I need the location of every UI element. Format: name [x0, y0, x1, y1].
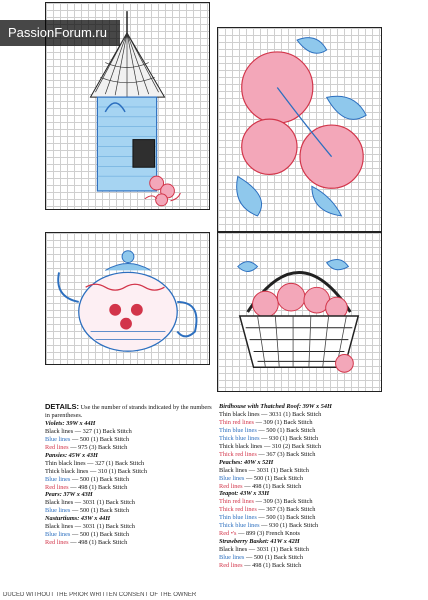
stitch-line-label: Black lines	[45, 499, 74, 507]
section-title: Teapot: 43W x 33H	[219, 490, 270, 498]
right-sections	[219, 403, 424, 570]
section-title: Strawberry Basket: 41W x 42H	[219, 538, 300, 546]
stitch-line-value: — 930 (1) Back Stitch	[261, 522, 319, 530]
stitch-line-label: Red lines	[45, 483, 69, 491]
stitch-line	[219, 522, 424, 530]
stitch-line	[219, 554, 424, 562]
stitch-line-value: — 500 (1) Back Stitch	[245, 554, 303, 562]
details-heading: DETAILS:	[45, 402, 80, 411]
stitch-line-label: Thick blue lines	[219, 434, 260, 442]
stitch-line-label: Red lines	[45, 443, 69, 451]
stitch-line	[219, 427, 424, 435]
stitch-line-value: — 500 (1) Back Stitch	[245, 474, 303, 482]
stitch-line	[219, 467, 424, 475]
peaches-chart	[217, 27, 382, 232]
stitch-line-label: Blue lines	[45, 531, 71, 539]
stitch-line-value: — 309 (1) Back Stitch	[255, 418, 313, 426]
teapot-motif	[46, 233, 209, 364]
stitch-line-value: — 500 (1) Back Stitch	[258, 514, 316, 522]
section-title: Peaches: 40W x 52H	[219, 458, 274, 466]
stitch-line	[219, 483, 424, 491]
stitch-line-value: — 500 (1) Back Stitch	[71, 507, 129, 515]
stitch-line	[219, 506, 424, 514]
teapot-chart	[45, 232, 210, 365]
stitch-line	[219, 514, 424, 522]
stitch-line-value: — 3031 (1) Back Stitch	[261, 410, 322, 418]
section-title: Nasturtiums: 43W x 44H	[45, 515, 111, 523]
stitch-line	[45, 468, 217, 476]
stitch-line-label: Black lines	[219, 546, 248, 554]
stitch-line-label: Blue lines	[219, 474, 245, 482]
stitch-line-label: Thick red lines	[219, 450, 257, 458]
stitch-line-label: Thin red lines	[219, 418, 254, 426]
stitch-line	[219, 475, 424, 483]
stitch-line-value: — 975 (3) Back Stitch	[70, 443, 128, 451]
stitch-line	[45, 523, 217, 531]
stitch-line-label: Thick black lines	[45, 467, 89, 475]
stitch-line-label: Blue lines	[45, 475, 71, 483]
stitch-line-value: — 3031 (1) Back Stitch	[248, 546, 309, 554]
stitch-line-value: — 309 (3) Back Stitch	[255, 498, 313, 506]
stitch-line-label: Thick black lines	[219, 442, 263, 450]
stitch-line	[219, 443, 424, 451]
peaches-motif	[218, 28, 381, 231]
stitch-line-label: Thin blue lines	[219, 514, 257, 522]
section-title: Violets: 39W x 44H	[45, 419, 96, 427]
stitch-line-label: Red lines	[45, 539, 69, 547]
details-intro-text: Use the number of strands indicated by the numbers in parentheses.	[45, 404, 212, 419]
stitch-line-label: Red lines	[219, 482, 243, 490]
copyright-footer: DUCED WITHOUT THE PRIOR WRITTEN CONSENT OF THE OWNER	[3, 592, 197, 598]
stitch-line-value: — 500 (1) Back Stitch	[71, 475, 129, 483]
details-intro	[45, 403, 217, 420]
details-left-column	[45, 403, 217, 547]
stitch-line-value: — 3031 (1) Back Stitch	[248, 466, 309, 474]
stitch-line-label: Thin red lines	[219, 498, 254, 506]
details-right-column	[219, 403, 424, 570]
stitch-line-label: Black lines	[45, 427, 74, 435]
stitch-line-value: — 899 (3) French Knots	[238, 530, 301, 538]
stitch-line	[219, 419, 424, 427]
stitch-line	[219, 546, 424, 554]
stitch-line	[45, 484, 217, 492]
stitch-line-value: — 500 (1) Back Stitch	[71, 435, 129, 443]
stitch-line	[219, 498, 424, 506]
stitch-line-label: Blue lines	[45, 435, 71, 443]
stitch-line	[219, 530, 424, 538]
site-watermark: PassionForum.ru	[0, 20, 120, 46]
stitch-line-value: — 3031 (1) Back Stitch	[74, 499, 135, 507]
stitch-line-label: Red lines	[219, 562, 243, 570]
stitch-line-label: Black lines	[45, 523, 74, 531]
stitch-line	[45, 507, 217, 515]
stitch-line-label: Red •'s	[219, 530, 237, 538]
stitch-line-label: Thin black lines	[219, 410, 260, 418]
stitch-line-value: — 310 (2) Back Stitch	[263, 442, 321, 450]
stitch-line	[45, 539, 217, 547]
stitch-line	[45, 444, 217, 452]
stitch-line	[45, 436, 217, 444]
stitch-line	[219, 435, 424, 443]
stitch-line	[219, 411, 424, 419]
stitch-line-value: — 930 (1) Back Stitch	[261, 434, 319, 442]
stitch-line-value: — 500 (1) Back Stitch	[258, 426, 316, 434]
stitch-line	[45, 499, 217, 507]
stitch-line-label: Thin blue lines	[219, 426, 257, 434]
section-title: Birdhouse with Thatched Roof: 39W x 54H	[219, 403, 332, 410]
stitch-line	[219, 562, 424, 570]
stitch-line-value: — 498 (1) Back Stitch	[244, 562, 302, 570]
stitch-line	[45, 531, 217, 539]
stitch-line-value: — 327 (1) Back Stitch	[87, 459, 145, 467]
stitch-line-label: Thick blue lines	[219, 522, 260, 530]
stitch-line	[45, 460, 217, 468]
stitch-line-value: — 327 (1) Back Stitch	[74, 427, 132, 435]
section-title: Pansies: 45W x 43H	[45, 451, 98, 459]
stitch-line-value: — 498 (1) Back Stitch	[70, 539, 128, 547]
stitch-line	[219, 451, 424, 459]
stitch-line-value: — 500 (1) Back Stitch	[71, 531, 129, 539]
stitch-line-label: Thick red lines	[219, 506, 257, 514]
stitch-line-value: — 3031 (1) Back Stitch	[74, 523, 135, 531]
left-sections	[45, 420, 217, 547]
stitch-line	[45, 476, 217, 484]
stitch-line-value: — 367 (3) Back Stitch	[258, 506, 316, 514]
stitch-line-label: Blue lines	[219, 554, 245, 562]
section-title: Pears: 37W x 43H	[45, 491, 93, 499]
strawberry-basket-motif	[218, 233, 381, 391]
stitch-line-value: — 498 (1) Back Stitch	[244, 482, 302, 490]
stitch-line-value: — 498 (1) Back Stitch	[70, 483, 128, 491]
stitch-line-label: Black lines	[219, 466, 248, 474]
stitch-line-label: Thin black lines	[45, 459, 86, 467]
stitch-line-value: — 310 (1) Back Stitch	[89, 467, 147, 475]
stitch-line-label: Blue lines	[45, 507, 71, 515]
strawberry-basket-chart	[217, 232, 382, 392]
stitch-line-value: — 367 (3) Back Stitch	[258, 450, 316, 458]
stitch-line	[45, 428, 217, 436]
